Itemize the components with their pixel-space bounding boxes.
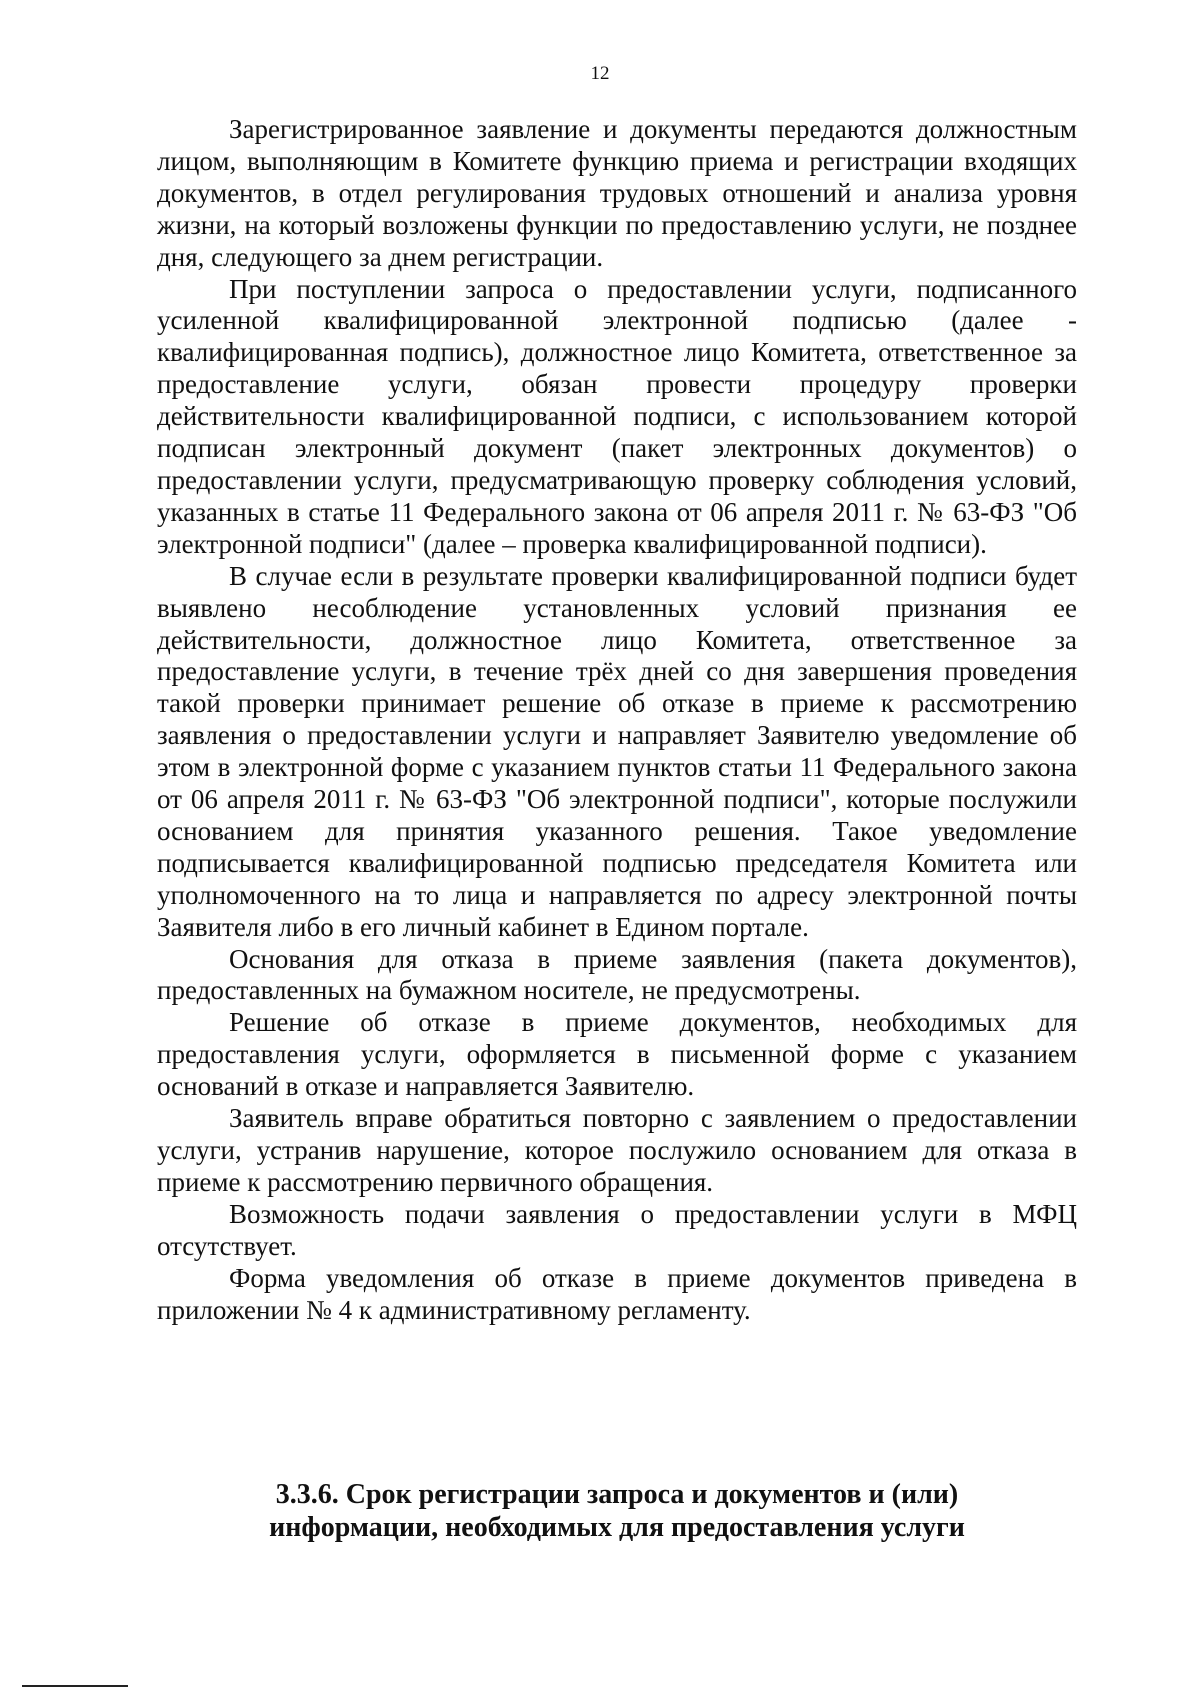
paragraph-paper-grounds: Основания для отказа в приеме заявления (пакета документов), предоставленных на бумажном носителе, не предусмотрены. — [157, 943, 1077, 1006]
paragraph-mfc: Возможность подачи заявления о предоставлении услуги в МФЦ отсутствует. — [157, 1198, 1077, 1261]
paragraph-refusal-decision: Решение об отказе в приеме документов, необходимых для предоставления услуги, оформляется в письменной форме с указанием оснований в отказе и направляется Заявителю. — [157, 1007, 1077, 1102]
paragraph-signature-invalid: В случае если в результате проверки квалифицированной подписи будет выявлено несоблюдение установленных условий признания ее действительности, должностное лицо Комитета, ответственное за предоставление услуги, в течение трёх дней со дня завершения проведения такой проверки принимает решение об отказе в приеме к рассмотрению заявления о предоставлении услуги и направляет Заявителю уведомление об этом в электронной форме с указанием пунктов статьи 11 Федерального закона от 06 апреля 2011 г. № 63-ФЗ "Об электронной подписи", которые послужили основанием для принятия указанного решения. Такое уведомление подписывается квалифицированной подписью председателя Комитета или уполномоченного на то лица и направляется по адресу электронной почты Заявителя либо в его личный кабинет в Едином портале. — [157, 560, 1077, 942]
paragraph-signature-check: При поступлении запроса о предоставлении услуги, подписанного усиленной квалифицированной электронной подписью (далее - квалифицированная подпись), должностное лицо Комитета, ответственное за предоставление услуги, обязан провести процедуру проверки действительности квалифицированной подписи, с использованием которой подписан электронный документ (пакет электронных документов) о предоставлении услуги, предусматривающую проверку соблюдения условий, указанных в статье 11 Федерального закона от 06 апреля 2011 г. № 63-ФЗ "Об электронной подписи" (далее – проверка квалифицированной подписи). — [157, 273, 1077, 559]
paragraph-notice-form: Форма уведомления об отказе в приеме документов приведена в приложении № 4 к административному регламенту. — [157, 1262, 1077, 1325]
document-body — [157, 114, 1077, 1326]
footnote-divider — [22, 1685, 128, 1687]
section-heading — [157, 1478, 1077, 1544]
section-heading-line-1: 3.3.6. Срок регистрации запроса и документов и (или) — [275, 1479, 959, 1510]
paragraph-repeat-application: Заявитель вправе обратиться повторно с заявлением о предоставлении услуги, устранив нарушение, которое послужило основанием для отказа в приеме к рассмотрению первичного обращения. — [157, 1103, 1077, 1197]
paragraph-registration-transfer: Зарегистрированное заявление и документы передаются должностным лицом, выполняющим в Комитете функцию приема и регистрации входящих документов, в отдел регулирования трудовых отношений и анализа уровня жизни, на который возложены функции по предоставлению услуги, не позднее дня, следующего за днем регистрации. — [157, 114, 1077, 272]
page-number: 12 — [590, 63, 610, 84]
section-heading-line-2: информации, необходимых для предоставления услуги — [269, 1512, 965, 1543]
